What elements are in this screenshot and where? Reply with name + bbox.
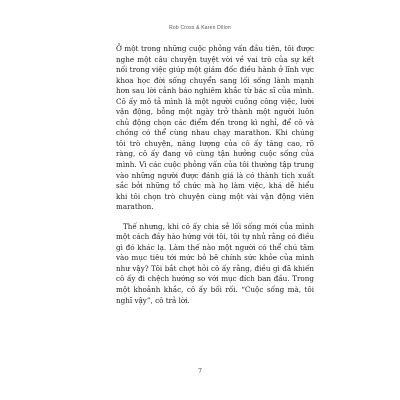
body-text bbox=[116, 44, 314, 306]
running-head: Rob Cross & Karen Dillon bbox=[169, 25, 231, 31]
paragraph-2: Thế nhưng, khi cô ấy chia sẻ lối sống mới của mình một cách đầy hào hứng với tôi, tôi tự nhủ rằng có điều gì đó khác lạ. Làm thế nào một người có thể chú tâm vào mục tiêu tới mức bỏ bê chính sức khỏe của mình như vậy? Tôi bắt chợt hỏi cô ấy rằng, điều gì đã khiến cô ấy đi chệch hướng so với mục đích ban đầu. Trong một khoảnh khắc, cô ấy bối rối. “Cuộc sống mà, tôi nghĩ vậy”, cô trả lời. bbox=[116, 221, 314, 305]
paragraph-1: Ở một trong những cuộc phỏng vấn đầu tiên, tôi được nghe một câu chuyện tuyệt vời về vai trò của sự kết nối trong việc giúp một giám đốc điều hành ở lĩnh vực khoa học đời sống chuyển sang lối sống lành mạnh hơn sau lời cảnh báo nghiêm khắc từ bác sĩ của mình. Cô ấy mô tả mình là một người cuồng công việc, lười vận động, bỗng một ngày trở thành một người luôn chủ động chọn các điểm đến trong kì nghỉ, để cô và chồng có thể cùng nhau chạy marathon. Khi chúng tôi trò chuyện, năng lượng của cô ấy tăng cao, rõ ràng, cô ấy đang vô cùng tận hưởng cuộc sống của mình. Vì các cuộc phỏng vấn của tôi thường tập trung vào những người được đánh giá là có thành tích xuất sắc bởi những tổ chức mà họ làm việc, khá dễ hiểu khi tôi chọn trò chuyện cùng một vài vận động viên marathon. bbox=[116, 44, 314, 212]
page-number: 7 bbox=[198, 368, 202, 375]
